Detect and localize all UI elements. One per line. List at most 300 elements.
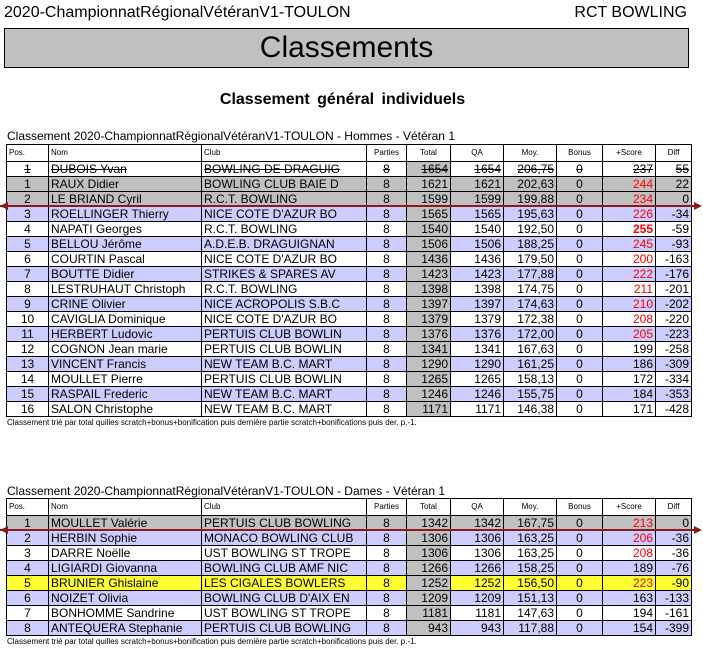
- cell-average: 192,50: [504, 222, 557, 237]
- table-row: [7, 312, 692, 327]
- cell-total: 1506: [407, 237, 451, 252]
- cell-bonus: 0: [557, 372, 603, 387]
- cell-diff: -309: [656, 357, 692, 372]
- cell-games: 8: [367, 561, 407, 576]
- cell-bonus: 0: [557, 162, 603, 177]
- cell-average: 163,25: [504, 546, 557, 561]
- cell-qa: 1246: [451, 387, 504, 402]
- cell-diff: -258: [656, 342, 692, 357]
- cell-qa: 1397: [451, 297, 504, 312]
- cell-score: 211: [603, 282, 656, 297]
- cell-pos: 12: [7, 342, 49, 357]
- column-header-pos: Pos.: [7, 499, 49, 516]
- cell-games: 8: [367, 342, 407, 357]
- cell-average: 167,63: [504, 342, 557, 357]
- cell-pos: 5: [7, 237, 49, 252]
- cell-club: STRIKES & SPARES AV: [202, 267, 367, 282]
- cell-diff: 0: [656, 192, 692, 207]
- cell-qa: 1209: [451, 591, 504, 606]
- cell-average: 206,75: [504, 162, 557, 177]
- cell-total: 1306: [407, 546, 451, 561]
- cell-diff: -163: [656, 252, 692, 267]
- cell-score: 186: [603, 357, 656, 372]
- column-header-club: Club: [202, 145, 367, 162]
- cell-score: 163: [603, 591, 656, 606]
- cell-games: 8: [367, 516, 407, 531]
- cell-club: NICE ACROPOLIS S.B.C: [202, 297, 367, 312]
- cut-arrow-right-icon: [694, 202, 702, 210]
- cell-bonus: 0: [557, 177, 603, 192]
- cell-total: 1398: [407, 282, 451, 297]
- cell-name: BONHOMME Sandrine: [49, 606, 202, 621]
- women-section-title: Classement 2020-ChampionnatRégionalVétéranV1-TOULON - Dames - Vétéran 1: [7, 484, 445, 498]
- column-header-games: Parties: [367, 145, 407, 162]
- cell-pos: 3: [7, 546, 49, 561]
- cell-games: 8: [367, 357, 407, 372]
- cell-qa: 1398: [451, 282, 504, 297]
- cell-pos: 13: [7, 357, 49, 372]
- cell-pos: 7: [7, 606, 49, 621]
- cell-average: 188,25: [504, 237, 557, 252]
- cell-club: BOWLING CLUB D'AIX EN: [202, 591, 367, 606]
- cell-total: 1621: [407, 177, 451, 192]
- table-row: [7, 402, 692, 417]
- cell-qa: 1306: [451, 546, 504, 561]
- cell-bonus: 0: [557, 327, 603, 342]
- cell-games: 8: [367, 576, 407, 591]
- table-row: [7, 282, 692, 297]
- cell-qa: 1379: [451, 312, 504, 327]
- cell-name: BELLOU Jérôme: [49, 237, 202, 252]
- cell-name: HERBIN Sophie: [49, 531, 202, 546]
- cell-total: 1252: [407, 576, 451, 591]
- cell-qa: 1599: [451, 192, 504, 207]
- cell-club: PERTUIS CLUB BOWLING: [202, 621, 367, 636]
- cell-bonus: 0: [557, 606, 603, 621]
- cell-qa: 943: [451, 621, 504, 636]
- cell-qa: 1540: [451, 222, 504, 237]
- cell-club: NEW TEAM B.C. MART: [202, 402, 367, 417]
- cell-qa: 1341: [451, 342, 504, 357]
- cell-total: 1540: [407, 222, 451, 237]
- cell-total: 1599: [407, 192, 451, 207]
- cell-diff: 22: [656, 177, 692, 192]
- cell-pos: 7: [7, 267, 49, 282]
- table-row: [7, 342, 692, 357]
- cell-qa: 1171: [451, 402, 504, 417]
- cell-pos: 2: [7, 192, 49, 207]
- cell-name: DARRE Noëlle: [49, 546, 202, 561]
- cell-total: 1379: [407, 312, 451, 327]
- cell-total: 1342: [407, 516, 451, 531]
- cell-diff: -133: [656, 591, 692, 606]
- cell-average: 174,75: [504, 282, 557, 297]
- column-header-name: Nom: [49, 499, 202, 516]
- cell-pos: 15: [7, 387, 49, 402]
- cell-average: 146,38: [504, 402, 557, 417]
- cell-games: 8: [367, 546, 407, 561]
- table-header-row: [7, 499, 692, 516]
- cell-bonus: 0: [557, 621, 603, 636]
- cell-average: 156,50: [504, 576, 557, 591]
- cell-pos: 1: [7, 162, 49, 177]
- cell-name: NAPATI Georges: [49, 222, 202, 237]
- cell-qa: 1654: [451, 162, 504, 177]
- column-header-qa: QA: [451, 499, 504, 516]
- cell-bonus: 0: [557, 561, 603, 576]
- cell-club: LES CIGALES BOWLERS: [202, 576, 367, 591]
- men-sort-note: Classement trié par total quilles scratch+bonus+bonification puis dernière partie scratch+bonifications puis der. p.-1.: [7, 418, 417, 427]
- cell-qa: 1181: [451, 606, 504, 621]
- cell-pos: 6: [7, 591, 49, 606]
- cell-games: 8: [367, 591, 407, 606]
- cell-total: 943: [407, 621, 451, 636]
- cell-pos: 3: [7, 207, 49, 222]
- cell-games: 8: [367, 177, 407, 192]
- cell-average: 172,38: [504, 312, 557, 327]
- column-header-score: +Score: [603, 145, 656, 162]
- cell-diff: -36: [656, 531, 692, 546]
- cell-name: VINCENT Francis: [49, 357, 202, 372]
- cell-pos: 8: [7, 621, 49, 636]
- cell-score: 234: [603, 192, 656, 207]
- cell-club: MONACO BOWLING CLUB: [202, 531, 367, 546]
- cell-games: 8: [367, 297, 407, 312]
- cell-score: 184: [603, 387, 656, 402]
- cell-bonus: 0: [557, 342, 603, 357]
- cell-name: HERBERT Ludovic: [49, 327, 202, 342]
- cell-games: 8: [367, 327, 407, 342]
- cell-score: 222: [603, 267, 656, 282]
- cell-name: ANTEQUERA Stephanie: [49, 621, 202, 636]
- column-header-games: Parties: [367, 499, 407, 516]
- cell-score: 172: [603, 372, 656, 387]
- column-header-total: Total: [407, 145, 451, 162]
- cell-club: NEW TEAM B.C. MART: [202, 357, 367, 372]
- cell-club: PERTUIS CLUB BOWLIN: [202, 327, 367, 342]
- cell-diff: -76: [656, 561, 692, 576]
- cell-games: 8: [367, 531, 407, 546]
- cell-score: 208: [603, 312, 656, 327]
- cell-games: 8: [367, 621, 407, 636]
- women-sort-note: Classement trié par total quilles scratch+bonus+bonification puis dernière partie scratch+bonifications puis der. p.-1.: [7, 637, 417, 646]
- cell-diff: -34: [656, 207, 692, 222]
- cell-diff: 0: [656, 516, 692, 531]
- cell-total: 1171: [407, 402, 451, 417]
- cell-score: 154: [603, 621, 656, 636]
- cell-pos: 6: [7, 252, 49, 267]
- cell-games: 8: [367, 237, 407, 252]
- column-header-average: Moy.: [504, 499, 557, 516]
- cell-bonus: 0: [557, 576, 603, 591]
- cell-club: NICE COTE D'AZUR BO: [202, 312, 367, 327]
- cell-total: 1654: [407, 162, 451, 177]
- cell-name: CRINE Olivier: [49, 297, 202, 312]
- cell-name: BRUNIER Ghislaine: [49, 576, 202, 591]
- cell-qa: 1376: [451, 327, 504, 342]
- cell-diff: -223: [656, 327, 692, 342]
- table-row: [7, 372, 692, 387]
- cell-pos: 16: [7, 402, 49, 417]
- cell-average: 161,25: [504, 357, 557, 372]
- column-header-average: Moy.: [504, 145, 557, 162]
- cell-name: MOULLET Valérie: [49, 516, 202, 531]
- cell-games: 8: [367, 192, 407, 207]
- table-row: [7, 606, 692, 621]
- cell-club: PERTUIS CLUB BOWLIN: [202, 342, 367, 357]
- cut-arrow-left-icon: [0, 202, 8, 210]
- cell-qa: 1252: [451, 576, 504, 591]
- cell-average: 117,88: [504, 621, 557, 636]
- cell-qa: 1290: [451, 357, 504, 372]
- cell-diff: -202: [656, 297, 692, 312]
- table-row: [7, 621, 692, 636]
- cell-bonus: 0: [557, 387, 603, 402]
- cell-games: 8: [367, 312, 407, 327]
- club-header: RCT BOWLING: [574, 4, 687, 21]
- cell-games: 8: [367, 372, 407, 387]
- cell-bonus: 0: [557, 402, 603, 417]
- cell-name: CAVIGLIA Dominique: [49, 312, 202, 327]
- cell-club: R.C.T. BOWLING: [202, 192, 367, 207]
- cell-qa: 1423: [451, 267, 504, 282]
- cell-average: 199,88: [504, 192, 557, 207]
- cell-club: BOWLING CLUB AMF NIC: [202, 561, 367, 576]
- cell-games: 8: [367, 387, 407, 402]
- cell-games: 8: [367, 222, 407, 237]
- column-header-name: Nom: [49, 145, 202, 162]
- cell-club: UST BOWLING ST TROPE: [202, 546, 367, 561]
- table-row: [7, 591, 692, 606]
- cell-bonus: 0: [557, 192, 603, 207]
- cell-pos: 11: [7, 327, 49, 342]
- cell-qa: 1436: [451, 252, 504, 267]
- cell-average: 158,25: [504, 561, 557, 576]
- cell-bonus: 0: [557, 267, 603, 282]
- cell-club: NICE COTE D'AZUR BO: [202, 252, 367, 267]
- cell-pos: 8: [7, 282, 49, 297]
- cell-diff: -176: [656, 267, 692, 282]
- table-row: [7, 576, 692, 591]
- cell-total: 1341: [407, 342, 451, 357]
- table-row: [7, 531, 692, 546]
- cell-total: 1397: [407, 297, 451, 312]
- cell-club: A.D.E.B. DRAGUIGNAN: [202, 237, 367, 252]
- cell-average: 195,63: [504, 207, 557, 222]
- cell-score: 205: [603, 327, 656, 342]
- cell-average: 155,75: [504, 387, 557, 402]
- column-header-bonus: Bonus: [557, 145, 603, 162]
- cell-bonus: 0: [557, 252, 603, 267]
- cell-bonus: 0: [557, 297, 603, 312]
- cell-diff: -220: [656, 312, 692, 327]
- cell-pos: 4: [7, 561, 49, 576]
- cell-average: 179,50: [504, 252, 557, 267]
- cell-games: 8: [367, 252, 407, 267]
- women-ranking-table: [6, 498, 692, 636]
- column-header-pos: Pos.: [7, 145, 49, 162]
- column-header-diff: Diff: [656, 145, 692, 162]
- cell-bonus: 0: [557, 237, 603, 252]
- men-section-title: Classement 2020-ChampionnatRégionalVétéranV1-TOULON - Hommes - Vétéran 1: [7, 129, 455, 143]
- cell-club: BOWLING DE DRAGUIG: [202, 162, 367, 177]
- cell-total: 1209: [407, 591, 451, 606]
- table-row: [7, 177, 692, 192]
- cell-name: LESTRUHAUT Christoph: [49, 282, 202, 297]
- cell-average: 167,75: [504, 516, 557, 531]
- cell-name: COGNON Jean marie: [49, 342, 202, 357]
- cell-bonus: 0: [557, 516, 603, 531]
- cell-bonus: 0: [557, 222, 603, 237]
- cell-pos: 9: [7, 297, 49, 312]
- cell-score: 237: [603, 162, 656, 177]
- cell-name: DUBOIS Yvan: [49, 162, 202, 177]
- cell-club: R.C.T. BOWLING: [202, 282, 367, 297]
- cell-qa: 1266: [451, 561, 504, 576]
- cell-games: 8: [367, 162, 407, 177]
- cut-arrow-right-icon: [694, 526, 702, 534]
- cell-score: 255: [603, 222, 656, 237]
- cell-name: MOULLET Pierre: [49, 372, 202, 387]
- cell-diff: -353: [656, 387, 692, 402]
- cell-total: 1306: [407, 531, 451, 546]
- cell-name: RASPAIL Frederic: [49, 387, 202, 402]
- table-header-row: [7, 145, 692, 162]
- cell-average: 172,00: [504, 327, 557, 342]
- cell-bonus: 0: [557, 282, 603, 297]
- cell-average: 147,63: [504, 606, 557, 621]
- cell-club: BOWLING CLUB BAIE D: [202, 177, 367, 192]
- cell-score: 199: [603, 342, 656, 357]
- cell-score: 244: [603, 177, 656, 192]
- cell-bonus: 0: [557, 591, 603, 606]
- qualification-cut-line: [0, 529, 694, 531]
- table-row: [7, 162, 692, 177]
- cell-total: 1266: [407, 561, 451, 576]
- table-row: [7, 237, 692, 252]
- cell-qa: 1342: [451, 516, 504, 531]
- cell-average: 151,13: [504, 591, 557, 606]
- cell-bonus: 0: [557, 546, 603, 561]
- cell-average: 158,13: [504, 372, 557, 387]
- cell-club: UST BOWLING ST TROPE: [202, 606, 367, 621]
- table-row: [7, 546, 692, 561]
- table-row: [7, 327, 692, 342]
- cell-name: SALON Christophe: [49, 402, 202, 417]
- cell-club: R.C.T. BOWLING: [202, 222, 367, 237]
- cell-pos: 1: [7, 516, 49, 531]
- cell-qa: 1565: [451, 207, 504, 222]
- cell-score: 194: [603, 606, 656, 621]
- column-header-score: +Score: [603, 499, 656, 516]
- column-header-total: Total: [407, 499, 451, 516]
- men-ranking-table: [6, 144, 692, 417]
- cell-qa: 1506: [451, 237, 504, 252]
- cell-name: ROELLINGER Thierry: [49, 207, 202, 222]
- cell-total: 1246: [407, 387, 451, 402]
- cell-score: 206: [603, 531, 656, 546]
- cell-club: NEW TEAM B.C. MART: [202, 387, 367, 402]
- table-row: [7, 561, 692, 576]
- page-banner: Classements: [4, 28, 689, 68]
- cell-club: PERTUIS CLUB BOWLIN: [202, 372, 367, 387]
- cell-bonus: 0: [557, 531, 603, 546]
- cell-score: 171: [603, 402, 656, 417]
- cell-diff: 55: [656, 162, 692, 177]
- table-row: [7, 297, 692, 312]
- cell-score: 226: [603, 207, 656, 222]
- column-header-bonus: Bonus: [557, 499, 603, 516]
- cell-bonus: 0: [557, 357, 603, 372]
- cell-diff: -59: [656, 222, 692, 237]
- cell-diff: -428: [656, 402, 692, 417]
- column-header-qa: QA: [451, 145, 504, 162]
- cell-games: 8: [367, 267, 407, 282]
- table-row: [7, 222, 692, 237]
- cell-pos: 1: [7, 177, 49, 192]
- cell-club: PERTUIS CLUB BOWLING: [202, 516, 367, 531]
- cell-total: 1265: [407, 372, 451, 387]
- cell-diff: -93: [656, 237, 692, 252]
- cell-score: 210: [603, 297, 656, 312]
- cell-score: 200: [603, 252, 656, 267]
- column-header-club: Club: [202, 499, 367, 516]
- page-subtitle: Classement général individuels: [219, 91, 466, 108]
- cell-diff: -161: [656, 606, 692, 621]
- cell-qa: 1621: [451, 177, 504, 192]
- cell-bonus: 0: [557, 312, 603, 327]
- cell-games: 8: [367, 207, 407, 222]
- cell-pos: 4: [7, 222, 49, 237]
- cell-score: 223: [603, 576, 656, 591]
- cell-pos: 5: [7, 576, 49, 591]
- cell-name: BOUTTE Didier: [49, 267, 202, 282]
- cell-total: 1181: [407, 606, 451, 621]
- cell-pos: 14: [7, 372, 49, 387]
- column-header-diff: Diff: [656, 499, 692, 516]
- cell-name: LE BRIAND Cyril: [49, 192, 202, 207]
- table-row: [7, 387, 692, 402]
- cell-diff: -334: [656, 372, 692, 387]
- cell-pos: 2: [7, 531, 49, 546]
- cell-total: 1423: [407, 267, 451, 282]
- competition-header: 2020-ChampionnatRégionalVétéranV1-TOULON: [4, 4, 351, 21]
- cell-average: 163,25: [504, 531, 557, 546]
- cell-score: 208: [603, 546, 656, 561]
- cell-pos: 10: [7, 312, 49, 327]
- cut-arrow-left-icon: [0, 526, 8, 534]
- qualification-cut-line: [0, 205, 694, 207]
- cell-diff: -36: [656, 546, 692, 561]
- table-row: [7, 252, 692, 267]
- cell-club: NICE COTE D'AZUR BO: [202, 207, 367, 222]
- cell-average: 177,88: [504, 267, 557, 282]
- cell-qa: 1306: [451, 531, 504, 546]
- cell-diff: -201: [656, 282, 692, 297]
- table-row: [7, 267, 692, 282]
- cell-qa: 1265: [451, 372, 504, 387]
- cell-total: 1565: [407, 207, 451, 222]
- cell-score: 245: [603, 237, 656, 252]
- cell-games: 8: [367, 606, 407, 621]
- cell-total: 1436: [407, 252, 451, 267]
- cell-score: 213: [603, 516, 656, 531]
- cell-score: 189: [603, 561, 656, 576]
- cell-average: 174,63: [504, 297, 557, 312]
- cell-name: LIGIARDI Giovanna: [49, 561, 202, 576]
- table-row: [7, 207, 692, 222]
- cell-games: 8: [367, 282, 407, 297]
